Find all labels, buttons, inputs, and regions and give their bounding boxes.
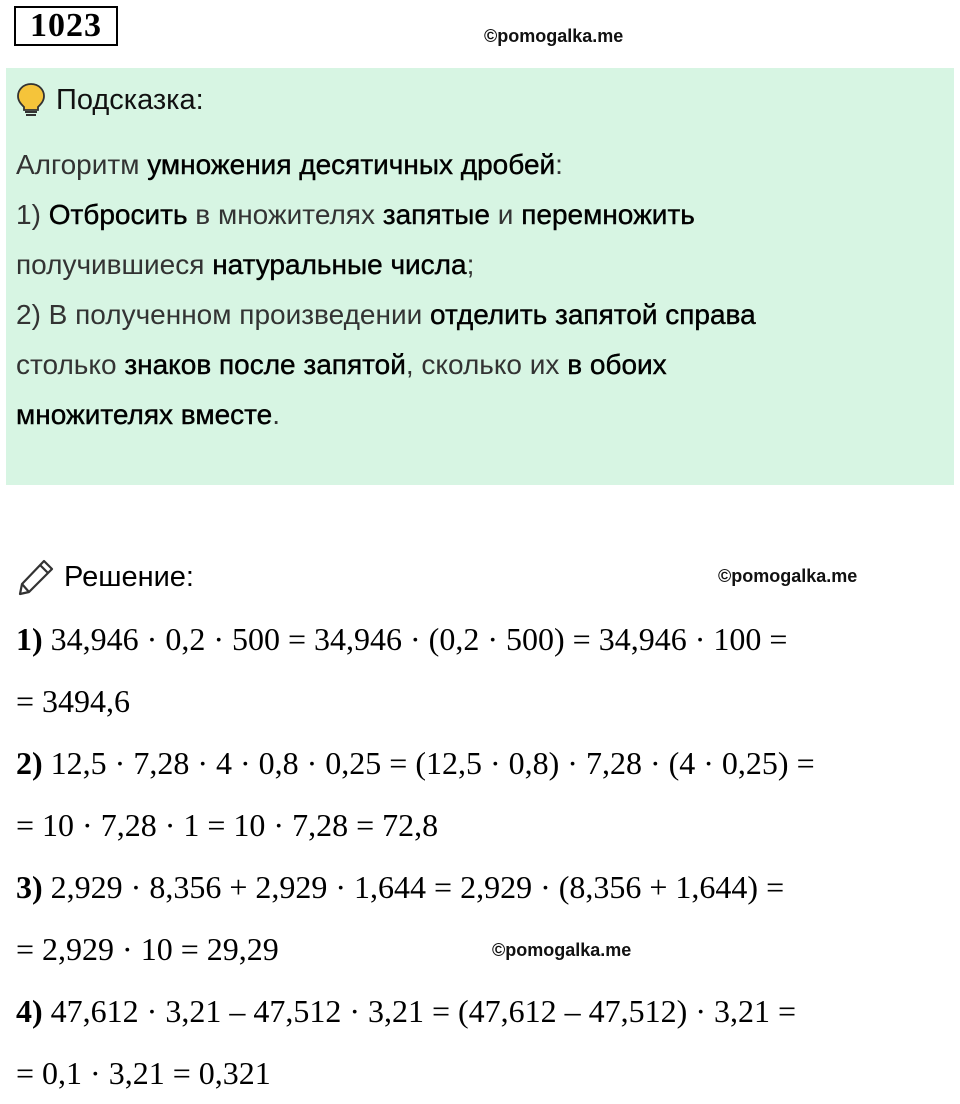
solution-4-expr: 47,612 · 3,21 – 47,512 · 3,21 = (47,612 – 47,512) · 3,21 = <box>42 993 797 1029</box>
hint-step2-bold1: отделить запятой справа <box>430 299 756 330</box>
hint-step2-t1: столько <box>16 349 125 380</box>
hint-title-text: Подсказка: <box>56 83 204 116</box>
solution-1-line1 <box>16 608 936 670</box>
solution-4-num: 4) <box>16 993 43 1029</box>
solution-1-num: 1) <box>16 621 43 657</box>
solution-title-text: Решение: <box>64 560 194 593</box>
solution-3-line1 <box>16 856 936 918</box>
watermark-bottom: ©pomogalka.me <box>492 940 632 960</box>
lightbulb-icon <box>16 82 46 118</box>
hint-step2-bold4: множителях вместе <box>16 399 273 430</box>
hint-step1-num: 1) <box>16 199 49 230</box>
solution-2-line2: = 10 · 7,28 · 1 = 10 · 7,28 = 72,8 <box>16 807 439 843</box>
solution-4-line2: = 0,1 · 3,21 = 0,321 <box>16 1055 271 1091</box>
hint-step1-bold2: запятые <box>382 199 491 230</box>
solution-list <box>16 608 936 1104</box>
hint-step1-line2 <box>16 240 936 290</box>
hint-step2-end: . <box>272 399 281 430</box>
solution-1-expr: 34,946 · 0,2 · 500 = 34,946 · (0,2 · 500) = 34,946 · 100 = <box>42 621 788 657</box>
hint-step2-t2: , сколько их <box>405 349 568 380</box>
pencil-icon <box>16 557 56 597</box>
solution-3-expr: 2,929 · 8,356 + 2,929 · 1,644 = 2,929 · (8,356 + 1,644) = <box>42 869 785 905</box>
hint-step1-t1: в множителях <box>187 199 383 230</box>
hint-step1-bold3: перемножить <box>521 199 695 230</box>
hint-step1-line1 <box>16 190 936 240</box>
watermark-top: ©pomogalka.me <box>484 26 624 46</box>
hint-intro: Алгоритм <box>16 149 148 180</box>
hint-step1-bold4: натуральные числа <box>212 249 467 280</box>
watermark-middle: ©pomogalka.me <box>718 566 858 586</box>
hint-step1-t2: и <box>490 199 522 230</box>
hint-step2-line3 <box>16 390 936 440</box>
hint-text <box>16 140 936 440</box>
hint-step2-bold2: знаков после запятой <box>124 349 406 380</box>
hint-step2-line2 <box>16 340 936 390</box>
hint-step2-num: 2) В полученном произведении <box>16 299 431 330</box>
hint-intro-end: : <box>555 149 563 180</box>
hint-step2-bold3: в обоих <box>567 349 667 380</box>
solution-2-num: 2) <box>16 745 43 781</box>
problem-number: 1023 <box>14 6 118 46</box>
solution-4-line1 <box>16 980 936 1042</box>
hint-title <box>16 80 204 120</box>
hint-intro-bold: умножения десятичных дробей <box>147 149 556 180</box>
hint-step1-end: ; <box>466 249 475 280</box>
solution-title <box>16 555 194 599</box>
solution-2-expr: 12,5 · 7,28 · 4 · 0,8 · 0,25 = (12,5 · 0,8) · 7,28 · (4 · 0,25) = <box>42 745 815 781</box>
solution-3-line2: = 2,929 · 10 = 29,29 <box>16 931 279 967</box>
hint-step1-t3: получившиеся <box>16 249 213 280</box>
hint-step1-bold1: Отбросить <box>48 199 188 230</box>
solution-2-line1 <box>16 732 936 794</box>
solution-1-line2: = 3494,6 <box>16 683 131 719</box>
hint-intro-line <box>16 140 936 190</box>
hint-step2-line1 <box>16 290 936 340</box>
solution-3-num: 3) <box>16 869 43 905</box>
